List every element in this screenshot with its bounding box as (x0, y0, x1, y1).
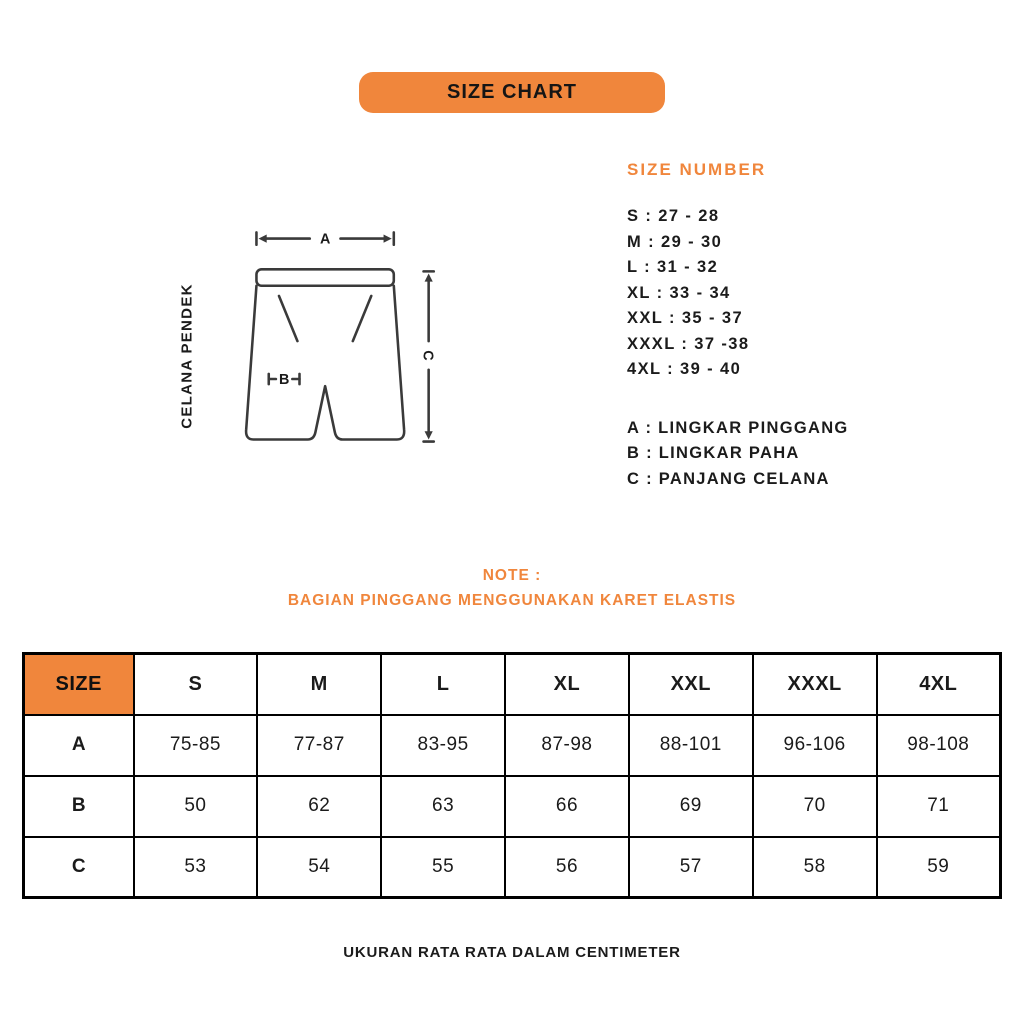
size-value-cell: 56 (505, 837, 629, 898)
measurement-legend-list (627, 416, 849, 493)
page-title: SIZE CHART (447, 81, 577, 103)
footer-text: UKURAN RATA RATA DALAM CENTIMETER (343, 944, 681, 961)
left-pocket-line (279, 296, 297, 341)
measure-label-c: C (419, 350, 436, 361)
size-table (22, 652, 1002, 899)
size-value-cell: 75-85 (134, 715, 258, 776)
size-number-section (627, 160, 849, 492)
size-table-col-header: M (257, 654, 381, 715)
size-number-item: XL : 33 - 34 (627, 283, 731, 302)
measure-label-b: B (278, 372, 290, 389)
size-value-cell: 69 (629, 776, 753, 837)
size-value-cell: 55 (381, 837, 505, 898)
size-value-cell: 57 (629, 837, 753, 898)
size-value-cell: 62 (257, 776, 381, 837)
size-number-item: M : 29 - 30 (627, 232, 723, 251)
size-table-row (24, 715, 1001, 776)
size-table-col-header: 4XL (877, 654, 1001, 715)
note-text: BAGIAN PINGGANG MENGGUNAKAN KARET ELASTIS (287, 592, 737, 609)
size-table-col-header: XXXL (753, 654, 877, 715)
measure-label-a: A (319, 231, 331, 248)
size-table-col-header: XXL (629, 654, 753, 715)
size-value-cell: 98-108 (877, 715, 1001, 776)
size-table-corner-cell: SIZE (24, 654, 134, 715)
size-value-cell: 50 (134, 776, 258, 837)
shorts-diagram (238, 222, 443, 453)
size-value-cell: 66 (505, 776, 629, 837)
size-number-item: 4XL : 39 - 40 (627, 360, 742, 378)
size-value-cell: 71 (877, 776, 1001, 837)
size-number-item: S : 27 - 28 (627, 207, 720, 225)
size-value-cell: 53 (134, 837, 258, 898)
shorts-waistband (256, 269, 393, 285)
size-table-col-header: S (134, 654, 258, 715)
size-value-cell: 59 (877, 837, 1001, 898)
size-table-row-label: C (24, 837, 134, 898)
measure-legend-item: A : LINGKAR PINGGANG (627, 418, 849, 437)
size-number-item: L : 31 - 32 (627, 258, 719, 276)
size-value-cell: 63 (381, 776, 505, 837)
diagram-side-label: CELANA PENDEK (178, 283, 196, 429)
note-label: NOTE : (482, 567, 542, 584)
measure-legend-item: C : PANJANG CELANA (627, 469, 830, 488)
size-value-cell: 96-106 (753, 715, 877, 776)
size-table-row (24, 837, 1001, 898)
size-table-col-header: XL (505, 654, 629, 715)
title-badge (359, 72, 665, 113)
size-number-heading: SIZE NUMBER (627, 160, 767, 179)
size-table-row (24, 776, 1001, 837)
measure-legend-item: B : LINGKAR PAHA (627, 444, 800, 462)
size-value-cell: 54 (257, 837, 381, 898)
size-value-cell: 88-101 (629, 715, 753, 776)
size-number-item: XXXL : 37 -38 (627, 334, 750, 353)
size-number-item: XXL : 35 - 37 (627, 309, 744, 327)
size-value-cell: 58 (753, 837, 877, 898)
size-number-list (627, 204, 849, 383)
size-value-cell: 77-87 (257, 715, 381, 776)
size-value-cell: 70 (753, 776, 877, 837)
size-value-cell: 83-95 (381, 715, 505, 776)
size-value-cell: 87-98 (505, 715, 629, 776)
note-section (0, 567, 1024, 610)
shorts-body-outline (246, 286, 404, 440)
size-table-header-row (24, 654, 1001, 715)
size-table-row-label: B (24, 776, 134, 837)
right-pocket-line (353, 296, 371, 341)
size-table-col-header: L (381, 654, 505, 715)
size-table-row-label: A (24, 715, 134, 776)
